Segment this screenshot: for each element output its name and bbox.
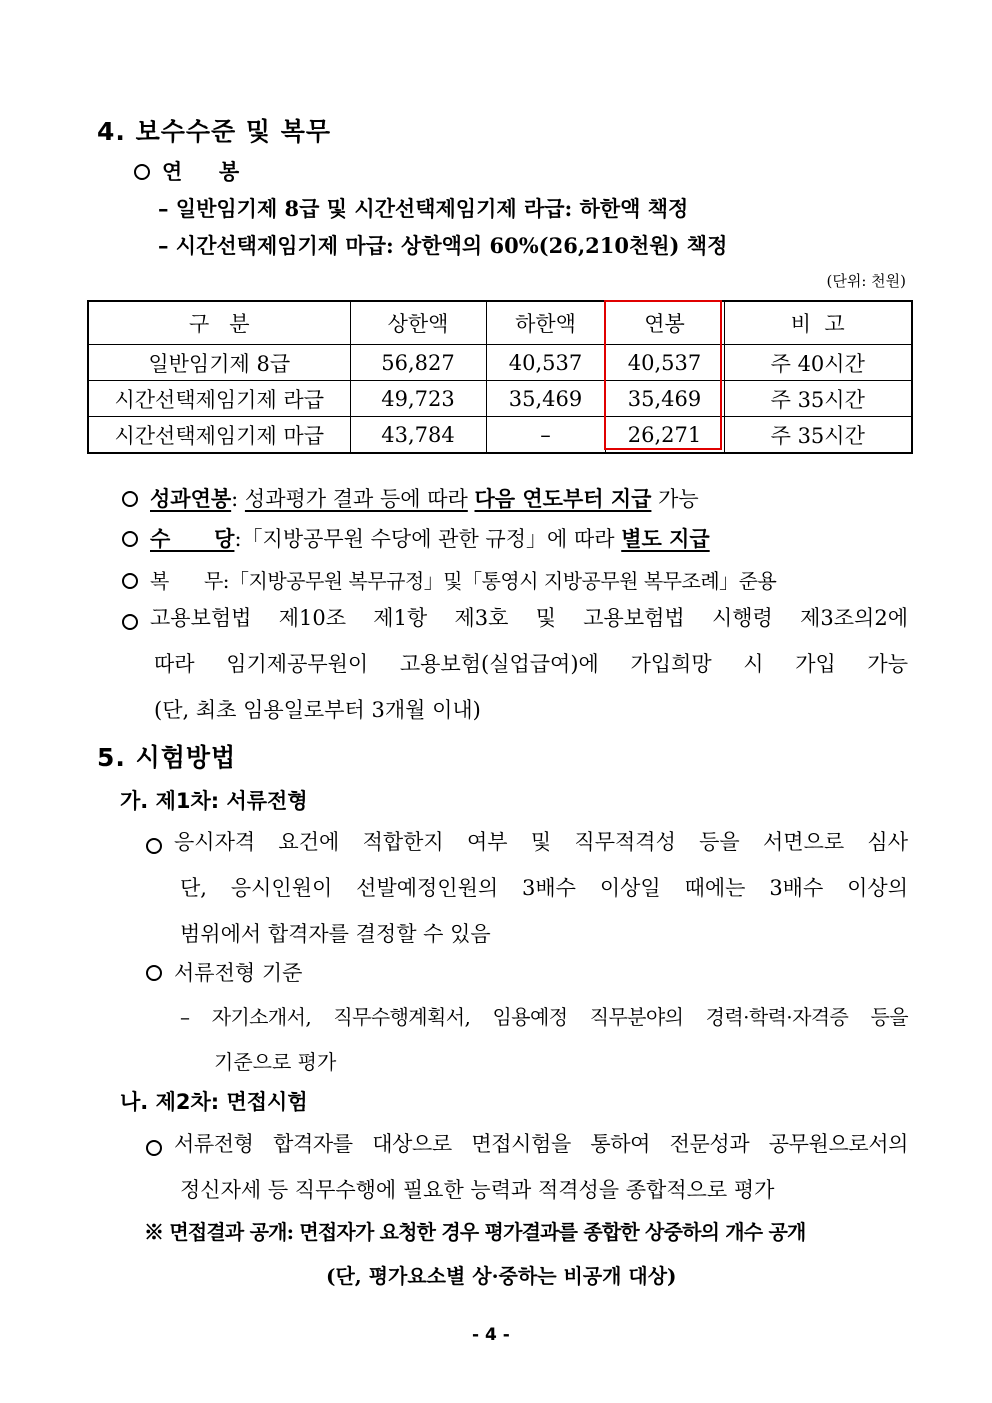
stage-2-note-line-2: (단, 평가요소별 상·중하는 비공개 대상): [326, 1264, 677, 1288]
stage-1-item-2: 서류전형 기준: [146, 957, 302, 987]
table-header: 구 분: [88, 301, 350, 345]
table-header-row: [88, 301, 912, 345]
salary-item-1: – 일반임기제 8급 및 시간선택제임기제 라급: 하한액 책정: [158, 196, 689, 221]
salary-table: [87, 300, 913, 454]
table-cell: 43,784: [350, 417, 486, 454]
stage-2-note-line-1: ※ 면접결과 공개: 면접자가 요청한 경우 평가결과를 종합한 상중하의 개수 공개: [144, 1220, 806, 1244]
table-cell: 35,469: [486, 381, 605, 417]
section-4-title: 4. 보수수준 및 복무: [97, 117, 332, 146]
table-cell: –: [486, 417, 605, 454]
bullet-insurance: 고용보험법 제10조 제1항 제3호 및 고용보험법 시행령 제3조의2에 따라 임기제공무원이 고용보험(실업급여)에 가입희망 시 가입 가능 (단, 최초 임용일로부터 3개월 이내): [122, 602, 908, 724]
circle-bullet-icon: [122, 531, 138, 547]
table-cell: 시간선택제임기제 마급: [88, 417, 350, 454]
section-5-title: 5. 시험방법: [97, 743, 237, 772]
stage-1-item-1: 응시자격 요건에 적합한지 여부 및 직무적격성 등을 서면으로 심사 단, 응시인원이 선발예정인원의 3배수 이상일 때에는 3배수 이상의 범위에서 합격자를 결정할 수 있음: [146, 826, 908, 948]
table-cell: 49,723: [350, 381, 486, 417]
table-cell: 주 35시간: [724, 381, 912, 417]
table-cell: 40,537: [486, 345, 605, 381]
table-row: [88, 381, 912, 417]
stage-1-item-2-sub: – 자기소개서, 직무수행계획서, 임용예정 직무분야의 경력·학력·자격증 등을 기준으로 평가: [180, 1005, 908, 1074]
salary-heading: 연 봉: [134, 156, 239, 186]
table-header: 하한액: [486, 301, 605, 345]
circle-bullet-icon: [122, 573, 138, 589]
table-cell: 56,827: [350, 345, 486, 381]
table-cell: 26,271: [605, 417, 724, 454]
stage-1-title: 가. 제1차: 서류전형: [120, 789, 308, 813]
bullet-performance: 성과연봉: 성과평가 결과 등에 따라 다음 연도부터 지급 가능: [122, 483, 699, 513]
circle-bullet-icon: [122, 614, 138, 630]
table-cell: 35,469: [605, 381, 724, 417]
circle-bullet-icon: [134, 164, 150, 180]
table-cell: 주 35시간: [724, 417, 912, 454]
table-cell: 일반임기제 8급: [88, 345, 350, 381]
stage-2-title: 나. 제2차: 면접시험: [120, 1090, 308, 1114]
circle-bullet-icon: [122, 491, 138, 507]
table-header: 상한액: [350, 301, 486, 345]
table-row: [88, 417, 912, 454]
table-cell: 시간선택제임기제 라급: [88, 381, 350, 417]
table-cell: 주 40시간: [724, 345, 912, 381]
circle-bullet-icon: [146, 1140, 162, 1156]
stage-2-item-1: 서류전형 합격자를 대상으로 면접시험을 통하여 전문성과 공무원으로서의 정신자세 등 직무수행에 필요한 능력과 적격성을 종합적으로 평가: [146, 1128, 908, 1204]
unit-label: (단위: 천원): [826, 272, 906, 290]
bullet-allowance: 수 당:「지방공무원 수당에 관한 규정」에 따라 별도 지급: [122, 523, 710, 553]
bullet-duty: 복 무:「지방공무원 복무규정」및「통영시 지방공무원 복무조례」준용: [122, 565, 776, 594]
circle-bullet-icon: [146, 838, 162, 854]
table-header: 비 고: [724, 301, 912, 345]
table-row: [88, 345, 912, 381]
table-cell: 40,537: [605, 345, 724, 381]
salary-item-2: – 시간선택제임기제 마급: 상한액의 60%(26,210천원) 책정: [158, 233, 728, 258]
circle-bullet-icon: [146, 965, 162, 981]
page-number: - 4 -: [472, 1325, 510, 1345]
table-header: 연봉: [605, 301, 724, 345]
